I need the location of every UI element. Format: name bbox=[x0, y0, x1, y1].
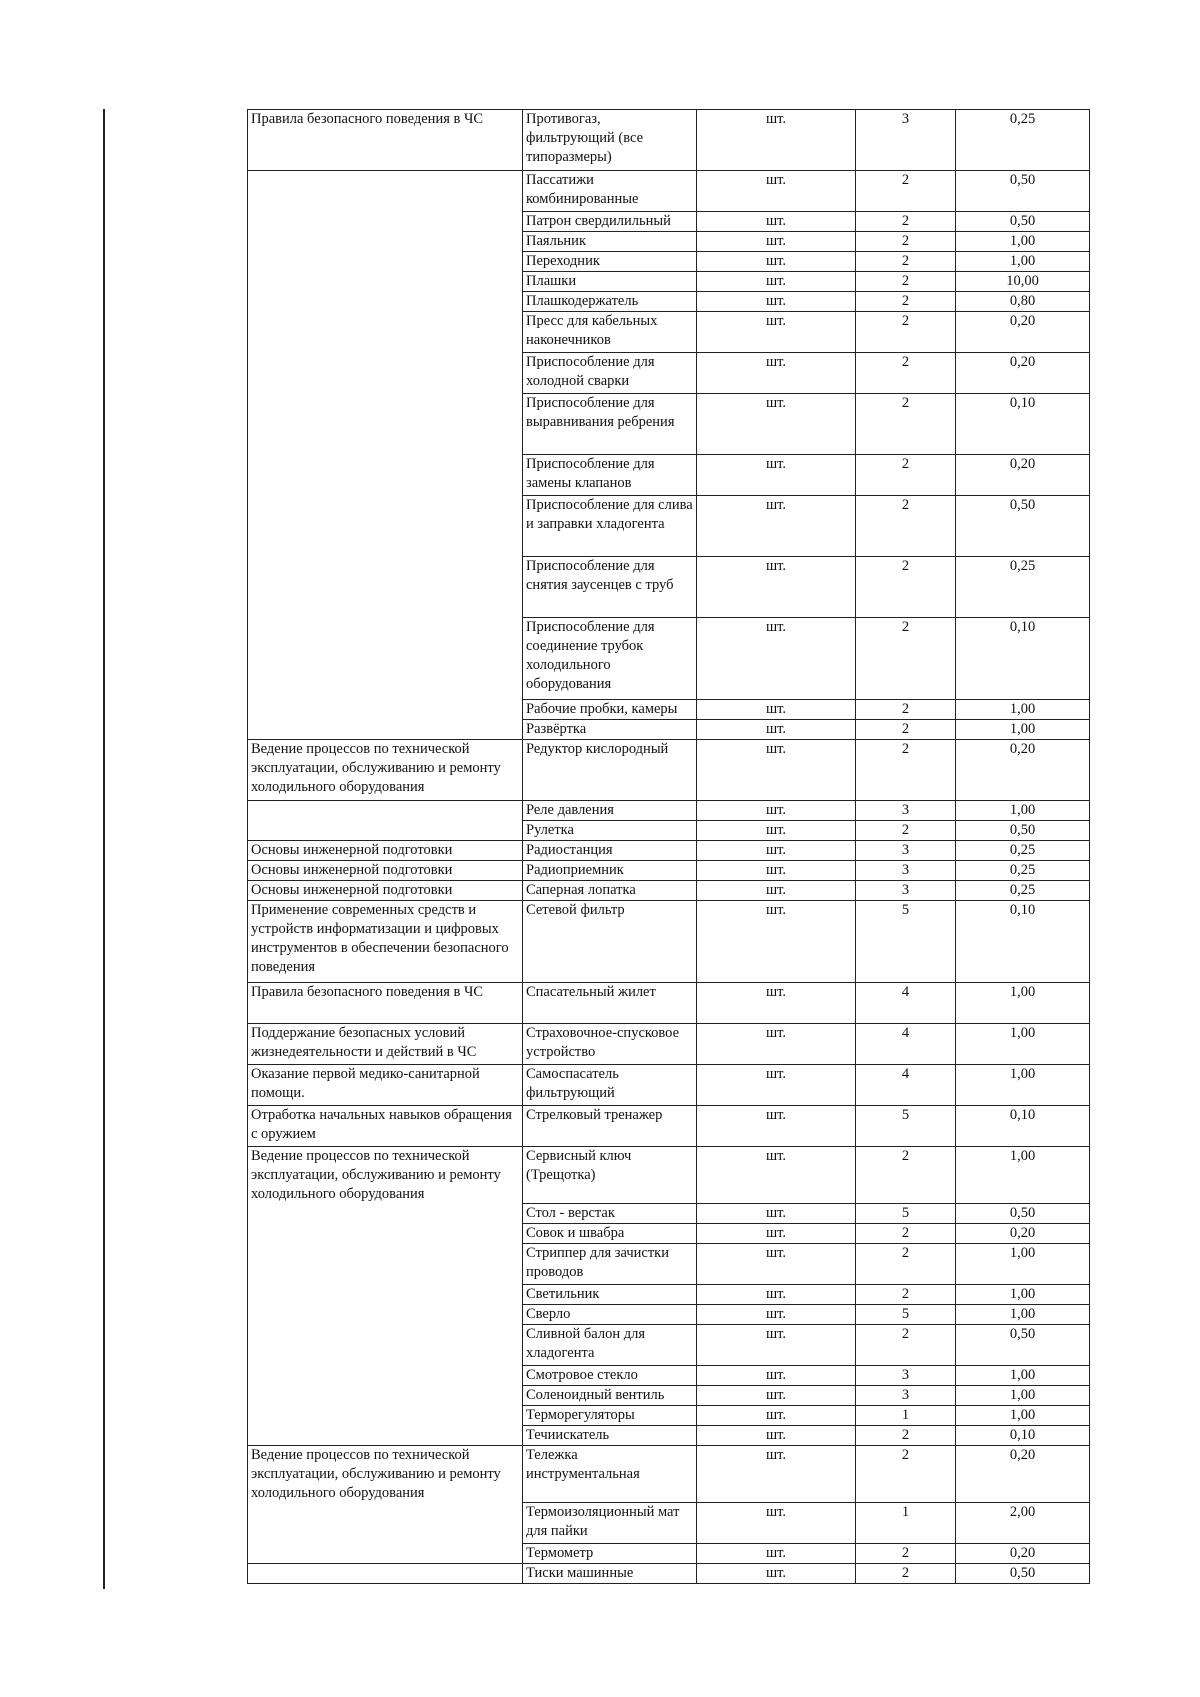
qty-cell: 3 bbox=[856, 1386, 956, 1406]
unit-cell: шт. bbox=[697, 1426, 856, 1446]
qty-cell: 2 bbox=[856, 1285, 956, 1305]
qty-cell: 2 bbox=[856, 1544, 956, 1564]
qty-cell: 2 bbox=[856, 394, 956, 455]
subject-cell: Основы инженерной подготовки bbox=[248, 841, 523, 861]
unit-cell: шт. bbox=[697, 1147, 856, 1204]
unit-cell: шт. bbox=[697, 496, 856, 557]
subject-cell: Правила безопасного поведения в ЧС bbox=[248, 983, 523, 1024]
unit-cell: шт. bbox=[697, 171, 856, 212]
unit-cell: шт. bbox=[697, 618, 856, 700]
qty-cell: 4 bbox=[856, 1065, 956, 1106]
subject-cell: Основы инженерной подготовки bbox=[248, 881, 523, 901]
unit-cell: шт. bbox=[697, 455, 856, 496]
item-cell: Пассатижи комбинированные bbox=[523, 171, 697, 212]
item-cell: Соленоидный вентиль bbox=[523, 1386, 697, 1406]
table-row bbox=[248, 1564, 1090, 1584]
left-margin-rule bbox=[103, 109, 105, 1589]
equipment-table-body bbox=[248, 110, 1090, 1584]
qty-cell: 2 bbox=[856, 618, 956, 700]
unit-cell: шт. bbox=[697, 212, 856, 232]
qty-cell: 2 bbox=[856, 1564, 956, 1584]
item-cell: Совок и швабра bbox=[523, 1224, 697, 1244]
unit-cell: шт. bbox=[697, 1204, 856, 1224]
item-cell: Стриппер для зачистки проводов bbox=[523, 1244, 697, 1285]
item-cell: Плашкодержатель bbox=[523, 292, 697, 312]
unit-cell: шт. bbox=[697, 1244, 856, 1285]
item-cell: Рабочие пробки, камеры bbox=[523, 700, 697, 720]
value-cell: 0,10 bbox=[956, 394, 1090, 455]
qty-cell: 4 bbox=[856, 1024, 956, 1065]
qty-cell: 2 bbox=[856, 252, 956, 272]
item-cell: Термометр bbox=[523, 1544, 697, 1564]
unit-cell: шт. bbox=[697, 1544, 856, 1564]
value-cell: 1,00 bbox=[956, 1285, 1090, 1305]
subject-cell: Поддержание безопасных условий жизнедеятельности и действий в ЧС bbox=[248, 1024, 523, 1065]
item-cell: Приспособление для снятия заусенцев с труб bbox=[523, 557, 697, 618]
value-cell: 0,50 bbox=[956, 171, 1090, 212]
subject-cell bbox=[248, 801, 523, 841]
value-cell: 0,50 bbox=[956, 821, 1090, 841]
table-row bbox=[248, 1446, 1090, 1503]
table-row bbox=[248, 801, 1090, 821]
unit-cell: шт. bbox=[697, 720, 856, 740]
item-cell: Пресс для кабельных наконечников bbox=[523, 312, 697, 353]
qty-cell: 2 bbox=[856, 312, 956, 353]
value-cell: 1,00 bbox=[956, 1065, 1090, 1106]
qty-cell: 2 bbox=[856, 171, 956, 212]
qty-cell: 1 bbox=[856, 1503, 956, 1544]
qty-cell: 5 bbox=[856, 1204, 956, 1224]
item-cell: Сливной балон для хладогента bbox=[523, 1325, 697, 1366]
qty-cell: 3 bbox=[856, 881, 956, 901]
subject-cell bbox=[248, 171, 523, 740]
qty-cell: 3 bbox=[856, 110, 956, 171]
value-cell: 0,20 bbox=[956, 1224, 1090, 1244]
qty-cell: 2 bbox=[856, 1426, 956, 1446]
unit-cell: шт. bbox=[697, 740, 856, 801]
qty-cell: 2 bbox=[856, 1224, 956, 1244]
item-cell: Терморегуляторы bbox=[523, 1406, 697, 1426]
table-row bbox=[248, 861, 1090, 881]
unit-cell: шт. bbox=[697, 272, 856, 292]
value-cell: 0,10 bbox=[956, 618, 1090, 700]
item-cell: Тележка инструментальная bbox=[523, 1446, 697, 1503]
table-row bbox=[248, 1147, 1090, 1204]
value-cell: 0,20 bbox=[956, 353, 1090, 394]
table-row bbox=[248, 983, 1090, 1024]
qty-cell: 2 bbox=[856, 740, 956, 801]
item-cell: Самоспасатель фильтрующий bbox=[523, 1065, 697, 1106]
qty-cell: 3 bbox=[856, 861, 956, 881]
unit-cell: шт. bbox=[697, 841, 856, 861]
item-cell: Радиостанция bbox=[523, 841, 697, 861]
qty-cell: 2 bbox=[856, 232, 956, 252]
value-cell: 10,00 bbox=[956, 272, 1090, 292]
unit-cell: шт. bbox=[697, 1285, 856, 1305]
value-cell: 2,00 bbox=[956, 1503, 1090, 1544]
item-cell: Течиискатель bbox=[523, 1426, 697, 1446]
item-cell: Редуктор кислородный bbox=[523, 740, 697, 801]
unit-cell: шт. bbox=[697, 1386, 856, 1406]
value-cell: 0,50 bbox=[956, 1564, 1090, 1584]
unit-cell: шт. bbox=[697, 1366, 856, 1386]
value-cell: 1,00 bbox=[956, 252, 1090, 272]
unit-cell: шт. bbox=[697, 1325, 856, 1366]
value-cell: 1,00 bbox=[956, 1406, 1090, 1426]
value-cell: 0,10 bbox=[956, 1426, 1090, 1446]
subject-cell bbox=[248, 1564, 523, 1584]
subject-cell: Основы инженерной подготовки bbox=[248, 861, 523, 881]
item-cell: Приспособление для холодной сварки bbox=[523, 353, 697, 394]
value-cell: 0,20 bbox=[956, 740, 1090, 801]
unit-cell: шт. bbox=[697, 1564, 856, 1584]
value-cell: 0,25 bbox=[956, 557, 1090, 618]
subject-cell: Ведение процессов по технической эксплуатации, обслуживанию и ремонту холодильного оборудования bbox=[248, 1147, 523, 1446]
subject-cell: Правила безопасного поведения в ЧС bbox=[248, 110, 523, 171]
value-cell: 1,00 bbox=[956, 1147, 1090, 1204]
qty-cell: 4 bbox=[856, 983, 956, 1024]
value-cell: 0,50 bbox=[956, 496, 1090, 557]
unit-cell: шт. bbox=[697, 901, 856, 983]
value-cell: 0,25 bbox=[956, 881, 1090, 901]
value-cell: 1,00 bbox=[956, 700, 1090, 720]
item-cell: Тиски машинные bbox=[523, 1564, 697, 1584]
item-cell: Радиоприемник bbox=[523, 861, 697, 881]
table-row bbox=[248, 881, 1090, 901]
item-cell: Сверло bbox=[523, 1305, 697, 1325]
item-cell: Приспособление для выравнивания ребрения bbox=[523, 394, 697, 455]
item-cell: Термоизоляционный мат для пайки bbox=[523, 1503, 697, 1544]
unit-cell: шт. bbox=[697, 700, 856, 720]
unit-cell: шт. bbox=[697, 1224, 856, 1244]
qty-cell: 5 bbox=[856, 1305, 956, 1325]
value-cell: 1,00 bbox=[956, 1024, 1090, 1065]
subject-cell: Оказание первой медико-санитарной помощи. bbox=[248, 1065, 523, 1106]
item-cell: Стрелковый тренажер bbox=[523, 1106, 697, 1147]
item-cell: Противогаз, фильтрующий (все типоразмеры) bbox=[523, 110, 697, 171]
value-cell: 0,10 bbox=[956, 1106, 1090, 1147]
item-cell: Реле давления bbox=[523, 801, 697, 821]
item-cell: Спасательный жилет bbox=[523, 983, 697, 1024]
item-cell: Патрон свердилильный bbox=[523, 212, 697, 232]
value-cell: 0,80 bbox=[956, 292, 1090, 312]
unit-cell: шт. bbox=[697, 232, 856, 252]
qty-cell: 1 bbox=[856, 1406, 956, 1426]
value-cell: 1,00 bbox=[956, 1305, 1090, 1325]
item-cell: Саперная лопатка bbox=[523, 881, 697, 901]
item-cell: Сервисный ключ (Трещотка) bbox=[523, 1147, 697, 1204]
qty-cell: 2 bbox=[856, 353, 956, 394]
table-row bbox=[248, 1065, 1090, 1106]
unit-cell: шт. bbox=[697, 1305, 856, 1325]
unit-cell: шт. bbox=[697, 353, 856, 394]
qty-cell: 2 bbox=[856, 292, 956, 312]
unit-cell: шт. bbox=[697, 1406, 856, 1426]
qty-cell: 3 bbox=[856, 801, 956, 821]
value-cell: 0,20 bbox=[956, 455, 1090, 496]
value-cell: 0,25 bbox=[956, 110, 1090, 171]
table-row bbox=[248, 901, 1090, 983]
unit-cell: шт. bbox=[697, 394, 856, 455]
unit-cell: шт. bbox=[697, 1446, 856, 1503]
qty-cell: 2 bbox=[856, 212, 956, 232]
item-cell: Приспособление для слива и заправки хладогента bbox=[523, 496, 697, 557]
item-cell: Рулетка bbox=[523, 821, 697, 841]
item-cell: Переходник bbox=[523, 252, 697, 272]
unit-cell: шт. bbox=[697, 252, 856, 272]
qty-cell: 2 bbox=[856, 1147, 956, 1204]
subject-cell: Применение современных средств и устройств информатизации и цифровых инструментов в обеспечении безопасного поведения bbox=[248, 901, 523, 983]
qty-cell: 2 bbox=[856, 455, 956, 496]
qty-cell: 5 bbox=[856, 901, 956, 983]
qty-cell: 2 bbox=[856, 720, 956, 740]
value-cell: 1,00 bbox=[956, 1244, 1090, 1285]
unit-cell: шт. bbox=[697, 110, 856, 171]
value-cell: 1,00 bbox=[956, 983, 1090, 1024]
table-row bbox=[248, 171, 1090, 212]
item-cell: Приспособление для замены клапанов bbox=[523, 455, 697, 496]
item-cell: Страховочное-спусковое устройство bbox=[523, 1024, 697, 1065]
table-row bbox=[248, 841, 1090, 861]
item-cell: Плашки bbox=[523, 272, 697, 292]
qty-cell: 2 bbox=[856, 700, 956, 720]
value-cell: 1,00 bbox=[956, 1386, 1090, 1406]
value-cell: 0,20 bbox=[956, 1544, 1090, 1564]
table-row bbox=[248, 1024, 1090, 1065]
unit-cell: шт. bbox=[697, 821, 856, 841]
value-cell: 0,20 bbox=[956, 1446, 1090, 1503]
qty-cell: 2 bbox=[856, 272, 956, 292]
subject-cell: Отработка начальных навыков обращения с оружием bbox=[248, 1106, 523, 1147]
qty-cell: 2 bbox=[856, 557, 956, 618]
value-cell: 0,20 bbox=[956, 312, 1090, 353]
value-cell: 0,25 bbox=[956, 841, 1090, 861]
value-cell: 1,00 bbox=[956, 801, 1090, 821]
qty-cell: 2 bbox=[856, 1244, 956, 1285]
unit-cell: шт. bbox=[697, 312, 856, 353]
qty-cell: 3 bbox=[856, 841, 956, 861]
value-cell: 1,00 bbox=[956, 720, 1090, 740]
value-cell: 0,50 bbox=[956, 1204, 1090, 1224]
table-row bbox=[248, 1106, 1090, 1147]
item-cell: Приспособление для соединение трубок холодильного оборудования bbox=[523, 618, 697, 700]
subject-cell: Ведение процессов по технической эксплуатации, обслуживанию и ремонту холодильного оборудования bbox=[248, 1446, 523, 1564]
unit-cell: шт. bbox=[697, 1503, 856, 1544]
unit-cell: шт. bbox=[697, 1106, 856, 1147]
unit-cell: шт. bbox=[697, 861, 856, 881]
qty-cell: 2 bbox=[856, 1325, 956, 1366]
table-row bbox=[248, 110, 1090, 171]
value-cell: 1,00 bbox=[956, 1366, 1090, 1386]
equipment-table bbox=[247, 109, 1090, 1584]
unit-cell: шт. bbox=[697, 983, 856, 1024]
item-cell: Стол - верстак bbox=[523, 1204, 697, 1224]
qty-cell: 2 bbox=[856, 1446, 956, 1503]
qty-cell: 2 bbox=[856, 821, 956, 841]
value-cell: 0,25 bbox=[956, 861, 1090, 881]
qty-cell: 3 bbox=[856, 1366, 956, 1386]
unit-cell: шт. bbox=[697, 1024, 856, 1065]
value-cell: 1,00 bbox=[956, 232, 1090, 252]
item-cell: Паяльник bbox=[523, 232, 697, 252]
item-cell: Сетевой фильтр bbox=[523, 901, 697, 983]
item-cell: Развёртка bbox=[523, 720, 697, 740]
item-cell: Смотровое стекло bbox=[523, 1366, 697, 1386]
value-cell: 0,50 bbox=[956, 1325, 1090, 1366]
subject-cell: Ведение процессов по технической эксплуатации, обслуживанию и ремонту холодильного оборудования bbox=[248, 740, 523, 801]
unit-cell: шт. bbox=[697, 881, 856, 901]
qty-cell: 2 bbox=[856, 496, 956, 557]
unit-cell: шт. bbox=[697, 557, 856, 618]
unit-cell: шт. bbox=[697, 801, 856, 821]
qty-cell: 5 bbox=[856, 1106, 956, 1147]
unit-cell: шт. bbox=[697, 292, 856, 312]
unit-cell: шт. bbox=[697, 1065, 856, 1106]
item-cell: Светильник bbox=[523, 1285, 697, 1305]
value-cell: 0,50 bbox=[956, 212, 1090, 232]
value-cell: 0,10 bbox=[956, 901, 1090, 983]
table-row bbox=[248, 740, 1090, 801]
